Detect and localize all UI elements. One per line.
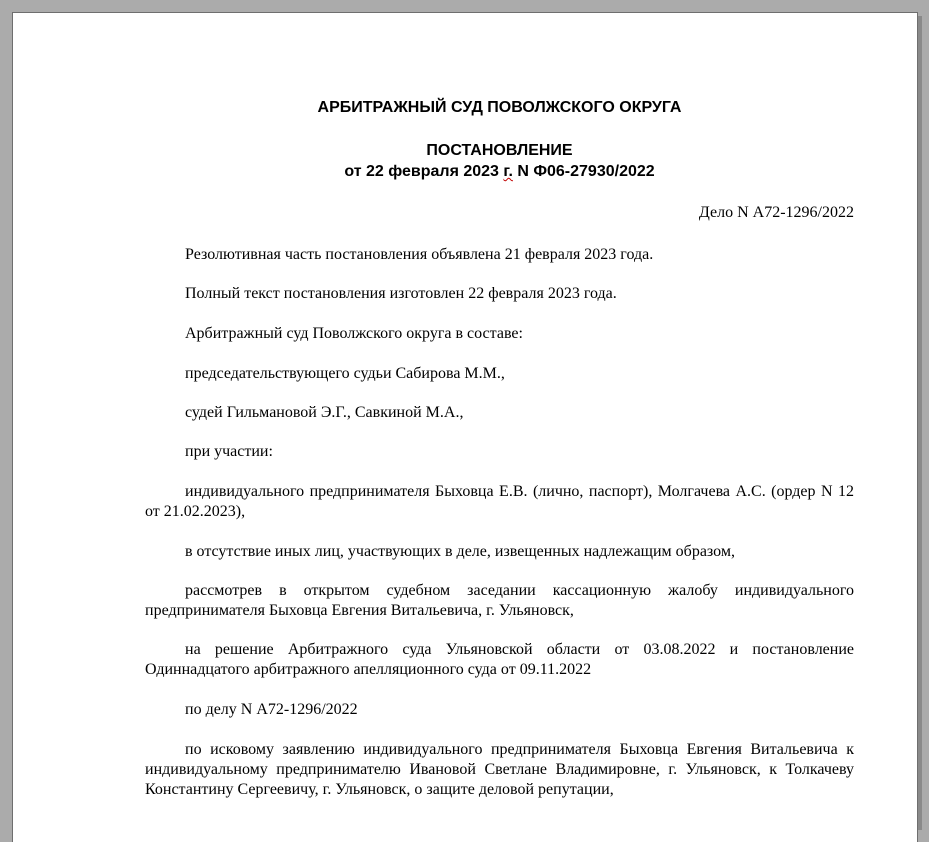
case-number: Дело N А72-1296/2022	[698, 204, 854, 221]
paragraph-absent-parties: в отсутствие иных лиц, участвующих в деле, извещенных надлежащим образом,	[185, 543, 735, 560]
paragraph-decision-reference: на решение Арбитражного суда Ульяновской области от 03.08.2022 и постановление Одиннадцатого арбитражного апелляционного суда от 09.11.2022	[145, 641, 854, 678]
paragraph-judges: судей Гильмановой Э.Г., Савкиной М.А.,	[185, 404, 464, 421]
paragraph-court-composition: Арбитражный суд Поволжского округа в составе:	[185, 325, 523, 342]
court-header: АРБИТРАЖНЫЙ СУД ПОВОЛЖСКОГО ОКРУГА	[317, 99, 682, 116]
date-line-suffix: N Ф06-27930/2022	[512, 163, 655, 180]
document-page	[12, 12, 918, 842]
paragraph-claim: по исковому заявлению индивидуального предпринимателя Быховца Евгения Витальевича к индивидуальному предпринимателю Ивановой Светлане Владимировне, г. Ульяновск, к Толкачеву Константину Сергеевичу, г. Ульяновск, о защите деловой репутации,	[145, 741, 854, 798]
date-line-prefix: от 22 февраля 2023	[344, 163, 504, 180]
paragraph-participants: индивидуального предпринимателя Быховца Е.В. (лично, паспорт), Молгачева А.С. (ордер N 12 от 21.02.2023),	[145, 483, 854, 520]
paragraph-resolution-announced: Резолютивная часть постановления объявлена 21 февраля 2023 года.	[185, 246, 654, 263]
page-shadow	[918, 16, 922, 830]
paragraph-cassation-appeal: рассмотрев в открытом судебном заседании кассационную жалобу индивидуального предпринимателя Быховца Евгения Витальевича, г. Ульяновск,	[145, 582, 854, 619]
paragraph-case-reference: по делу N А72-1296/2022	[185, 701, 358, 718]
date-line-year-abbr: г.	[503, 163, 513, 180]
paragraph-full-text-prepared: Полный текст постановления изготовлен 22 февраля 2023 года.	[185, 285, 617, 302]
document-date-line	[145, 161, 854, 183]
document-type-title: ПОСТАНОВЛЕНИЕ	[426, 142, 573, 159]
paragraph-participation: при участии:	[185, 443, 273, 460]
paragraph-presiding-judge: председательствующего судьи Сабирова М.М.,	[185, 365, 505, 382]
